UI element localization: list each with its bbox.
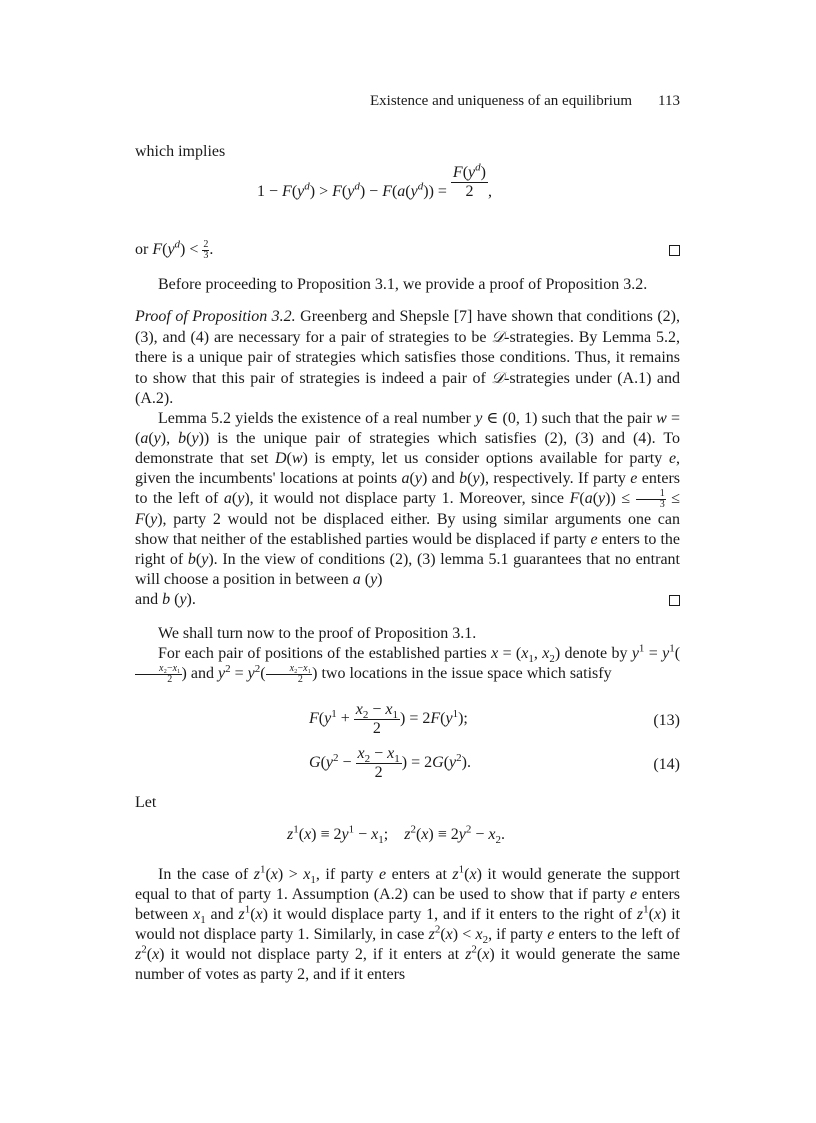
equation-14: $G(y^2$ − $\frac{x_2 - x_1}{2}$ ) = $2G(y^2)$. (14) — [309, 745, 680, 781]
which-implies: which implies — [135, 143, 226, 160]
page-body — [135, 142, 680, 985]
before-proceeding: Before proceeding to Proposition 3.1, we provide a proof of Proposition 3.2. — [158, 276, 648, 293]
or-line: or $F(y^d)$ < $\frac{2}{3}$ . — [135, 240, 680, 261]
equation-z-definitions: $z^1(x) \equiv 2y^1 - x_1$; $z^2(x) \equiv 2y^2 - x_2$. — [287, 823, 506, 847]
let: Let — [135, 794, 157, 811]
page-number: 113 — [658, 93, 680, 109]
proof-title: Proof of Proposition 3.2. — [135, 308, 296, 325]
last-paragraph: In the case of $z^1(x) > x_1$, if party e enters at $z^1(x)$ it would generate the support equal to that of party 1. Assumption (A.2) can be used to show that if party e enters between $x_1$ and $z^1(x)$ it would displace party 1, and if it enters to the right of $z^1(x)$ it would not displace party 1. Similarly, in case $z^2(x) < x_2$, if party e enters to the left of $z^2(x)$ it would not displace party 2, if it enters at $z^2(x)$ it would generate the same number of votes as party 2, and if it enters — [135, 863, 681, 983]
equation-number-14: (14) — [653, 756, 680, 773]
qed-square-icon — [669, 595, 680, 606]
proof-paragraph-2: Lemma 5.2 yields the existence of a real number y ∈ (0, 1) such that the pair w = (a(y), b(y)) is the unique pair of strategies which satisfies (2), (3) and (4). To demonstrate that set D(w) is empty, let us consider options available for party e, given the incumbents' locations at points a(y) and b(y), respectively. If party e enters to the left of a(y), it would not displace party 1. Moreover, since F(a(y)) ≤ $\frac{1}{3}$ ≤ F(y), party 2 would not be displaced either. By using similar arguments one can show that neither of the established parties would be displaced if party e enters to the right of b(y). In the view of conditions (2), (3) lemma 5.1 guarantees that no entrant will choose a position in between a (y) and b (y). — [135, 410, 681, 608]
running-title: Existence and uniqueness of an equilibrium — [370, 93, 633, 109]
qed-square-icon — [669, 245, 680, 256]
for-each-paragraph: For each pair of positions of the established parties $x = (x_1$, $x_2$) denote by $y^1 = y^1$( $\frac{\text{x₂−x₁}}{2}$ ) and $y^2 = y^2$( $\frac{\text{x₂−x₁}}{2}$ ) two locations in the issue space which satisfy — [135, 644, 680, 685]
proof-paragraph-1: Proof of Proposition 3.2. Greenberg and Shepsle [7] have shown that conditions (2), (3), and (4) are necessary for a pair of strategies to be 𝒟-strategies. By Lemma 5.2, there is a unique pair of strategies which satisfies those conditions. Thus, it remains to show that this pair of strategies is indeed a pair of 𝒟-strategies under (A.1) and (A.2). — [135, 308, 681, 407]
running-header — [135, 93, 680, 110]
shall-turn: We shall turn now to the proof of Proposition 3.1. — [158, 625, 477, 642]
equation-number-13: (13) — [653, 712, 680, 729]
equation-13: $F(y^1$ + $\frac{x_2 - x_1}{2}$ ) = $2F(y^1)$; (13) — [309, 701, 680, 737]
equation-inequality: $1 - F(y^d) > F(y^d) - F(a(y^d))$ = $\frac{F(y^d)}{2}$ , — [257, 161, 492, 200]
